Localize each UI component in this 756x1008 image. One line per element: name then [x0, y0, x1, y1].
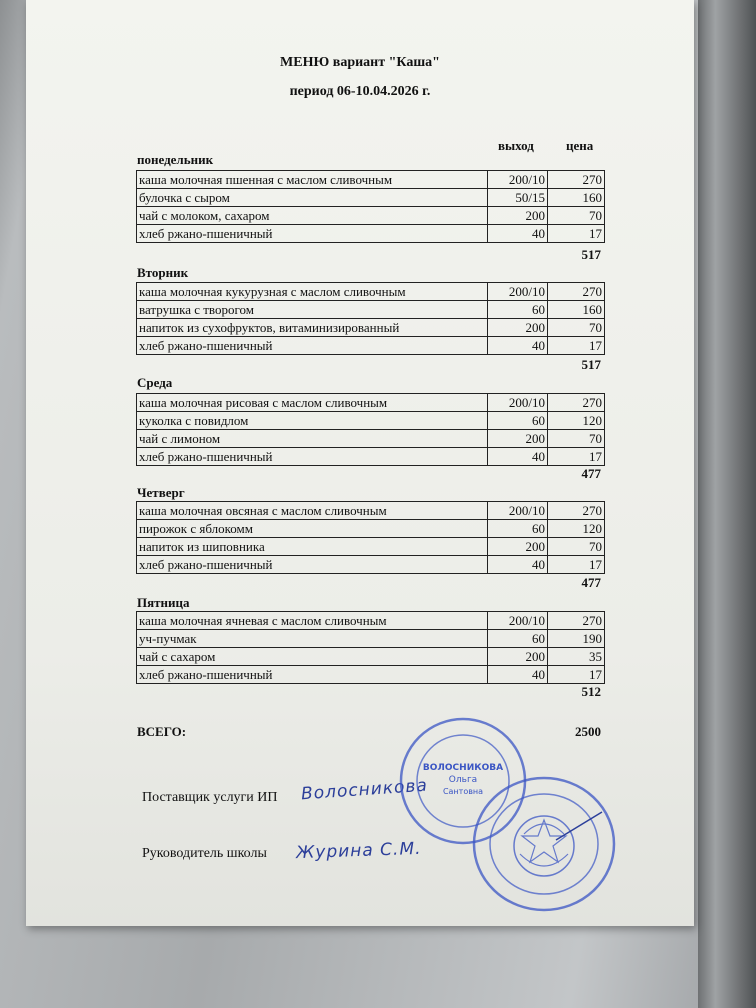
table-row: [137, 430, 605, 448]
table-row: [137, 225, 605, 243]
dish-price: 270: [548, 171, 605, 189]
table-row: [137, 648, 605, 666]
dish-price: 160: [548, 189, 605, 207]
table-row: [137, 207, 605, 225]
dish-name: ватрушка с творогом: [137, 301, 488, 319]
stamp-first-name: Ольга: [448, 775, 478, 785]
dish-name: куколка с повидлом: [137, 412, 488, 430]
director-signature: Журина С.М.: [295, 838, 422, 864]
day-total-tuesday: 517: [581, 357, 601, 372]
dish-output: 40: [488, 448, 548, 466]
menu-period: период 06-10.04.2026 г.: [289, 84, 431, 99]
dish-output: 200: [488, 207, 548, 225]
day-title-monday: понедельник: [137, 152, 214, 167]
wall-frame: [698, 0, 756, 1008]
day-title-friday: Пятница: [137, 595, 190, 610]
dish-name: хлеб ржано-пшеничный: [137, 448, 488, 466]
dish-price: 270: [548, 502, 605, 520]
dish-name: хлеб ржано-пшеничный: [137, 225, 488, 243]
dish-name: хлеб ржано-пшеничный: [137, 556, 488, 574]
day-title-tuesday: Вторник: [137, 265, 189, 280]
dish-price: 120: [548, 412, 605, 430]
column-header-price: цена: [566, 138, 594, 153]
dish-name: каша молочная рисовая с маслом сливочным: [137, 394, 488, 412]
dish-output: 200: [488, 319, 548, 337]
emblem-icon: [520, 820, 568, 866]
dish-price: 70: [548, 430, 605, 448]
dish-output: 40: [488, 337, 548, 355]
dish-price: 270: [548, 283, 605, 301]
table-row: [137, 538, 605, 556]
dish-price: 120: [548, 520, 605, 538]
dish-name: чай с молоком, сахаром: [137, 207, 488, 225]
column-header-output: выход: [498, 138, 534, 153]
table-row: [137, 171, 605, 189]
dish-price: 70: [548, 538, 605, 556]
table-row: [137, 448, 605, 466]
menu-sheet: [26, 0, 694, 926]
dish-price: 17: [548, 666, 605, 684]
dish-output: 60: [488, 630, 548, 648]
table-row: [137, 556, 605, 574]
dish-price: 35: [548, 648, 605, 666]
day-total-friday: 512: [581, 684, 601, 699]
menu-table-friday: [136, 611, 605, 684]
dish-name: хлеб ржано-пшеничный: [137, 666, 488, 684]
dish-name: каша молочная овсяная с маслом сливочным: [137, 502, 488, 520]
day-total-monday: 517: [581, 247, 601, 262]
dish-price: 17: [548, 448, 605, 466]
day-title-wednesday: Среда: [137, 375, 173, 390]
day-title-thursday: Четверг: [137, 485, 185, 500]
dish-output: 200/10: [488, 171, 548, 189]
dish-name: уч-пучмак: [137, 630, 488, 648]
dish-price: 270: [548, 612, 605, 630]
dish-price: 17: [548, 225, 605, 243]
day-total-wednesday: 477: [581, 466, 601, 481]
supplier-label: Поставщик услуги ИП: [142, 790, 278, 805]
director-label: Руководитель школы: [142, 846, 267, 861]
menu-table-monday: [136, 170, 605, 243]
table-row: [137, 301, 605, 319]
dish-output: 50/15: [488, 189, 548, 207]
table-row: [137, 412, 605, 430]
dish-price: 70: [548, 319, 605, 337]
dish-price: 70: [548, 207, 605, 225]
dish-output: 200/10: [488, 394, 548, 412]
grand-total-value: 2500: [575, 724, 601, 739]
dish-output: 40: [488, 556, 548, 574]
dish-name: каша молочная кукурузная с маслом сливочным: [137, 283, 488, 301]
dish-output: 200/10: [488, 283, 548, 301]
menu-title: МЕНЮ вариант "Каша": [280, 55, 440, 70]
dish-name: каша молочная ячневая с маслом сливочным: [137, 612, 488, 630]
dish-output: 60: [488, 301, 548, 319]
dish-name: напиток из шиповника: [137, 538, 488, 556]
dish-name: хлеб ржано-пшеничный: [137, 337, 488, 355]
table-row: [137, 189, 605, 207]
table-row: [137, 319, 605, 337]
dish-output: 200: [488, 648, 548, 666]
dish-name: каша молочная пшенная с маслом сливочным: [137, 171, 488, 189]
dish-output: 60: [488, 520, 548, 538]
dish-price: 17: [548, 556, 605, 574]
dish-price: 190: [548, 630, 605, 648]
dish-output: 200/10: [488, 612, 548, 630]
menu-table-wednesday: [136, 393, 605, 466]
table-row: [137, 283, 605, 301]
menu-table-thursday: [136, 501, 605, 574]
day-total-thursday: 477: [581, 575, 601, 590]
dish-output: 200: [488, 538, 548, 556]
table-row: [137, 394, 605, 412]
menu-table-tuesday: [136, 282, 605, 355]
dish-output: 40: [488, 666, 548, 684]
dish-output: 60: [488, 412, 548, 430]
supplier-signature: Волосникова: [300, 775, 429, 805]
dish-name: булочка с сыром: [137, 189, 488, 207]
school-seal: [470, 774, 618, 914]
table-row: [137, 630, 605, 648]
table-row: [137, 612, 605, 630]
grand-total-label: ВСЕГО:: [137, 724, 187, 739]
dish-name: пирожок с яблокомм: [137, 520, 488, 538]
stamp-name: ВОЛОСНИКОВА: [422, 763, 504, 773]
dish-price: 160: [548, 301, 605, 319]
dish-output: 200: [488, 430, 548, 448]
dish-output: 200/10: [488, 502, 548, 520]
dish-price: 17: [548, 337, 605, 355]
table-row: [137, 666, 605, 684]
dish-output: 40: [488, 225, 548, 243]
dish-name: чай с лимоном: [137, 430, 488, 448]
table-row: [137, 502, 605, 520]
table-row: [137, 337, 605, 355]
dish-name: чай с сахаром: [137, 648, 488, 666]
dish-name: напиток из сухофруктов, витаминизированный: [137, 319, 488, 337]
table-row: [137, 520, 605, 538]
stamp-patronymic: Сантовна: [442, 787, 484, 796]
dish-price: 270: [548, 394, 605, 412]
